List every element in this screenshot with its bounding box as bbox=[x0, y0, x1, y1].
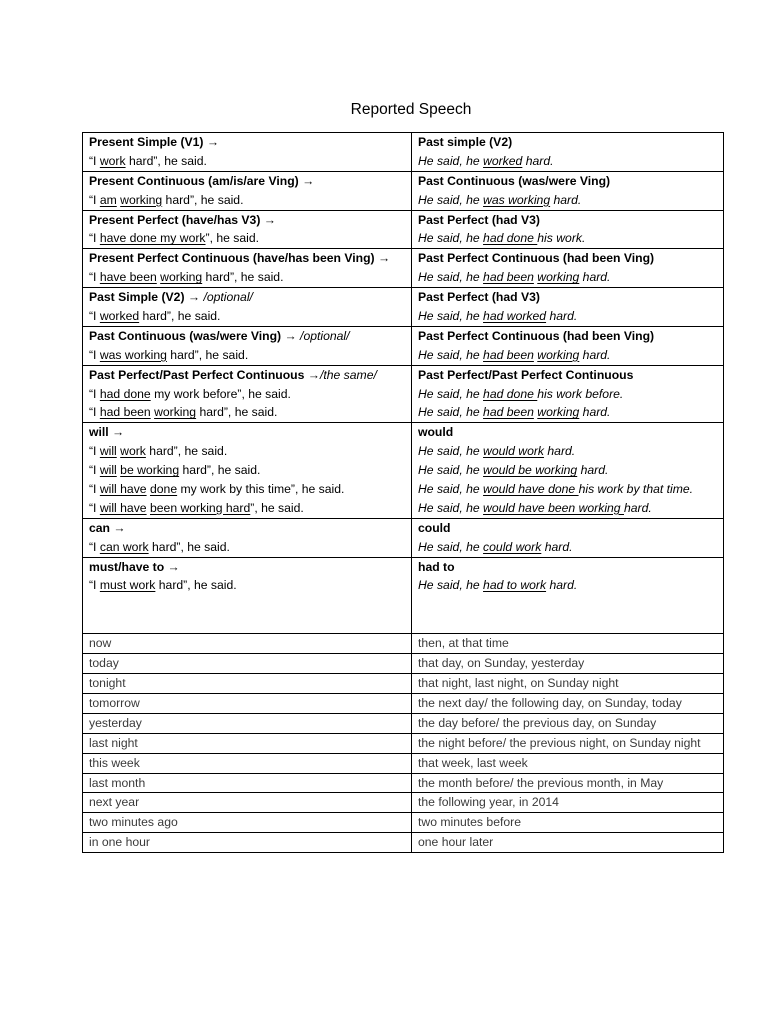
time-direct: last night bbox=[83, 733, 412, 753]
text-segment: hard. bbox=[577, 463, 609, 478]
underlined-verb: working bbox=[160, 270, 203, 285]
reported-speech-cell bbox=[412, 133, 724, 172]
tense-name: can → bbox=[89, 520, 126, 535]
time-reported: the month before/ the previous month, in May bbox=[412, 773, 724, 793]
text-segment: hard. bbox=[623, 500, 652, 515]
time-direct: last month bbox=[83, 773, 412, 793]
example-line bbox=[418, 268, 717, 287]
text-segment: He said, he bbox=[418, 270, 484, 285]
text-segment: He said, he bbox=[418, 231, 484, 246]
underlined-verb: can work bbox=[99, 539, 149, 554]
tense-row bbox=[83, 210, 724, 249]
example-line bbox=[89, 403, 405, 422]
time-direct: two minutes ago bbox=[83, 813, 412, 833]
text-segment: his work. bbox=[537, 231, 586, 246]
direct-tense-heading bbox=[89, 423, 405, 442]
reported-speech-table bbox=[82, 132, 724, 853]
text-segment: ”, he said. bbox=[250, 500, 304, 515]
underlined-verb: had been bbox=[99, 405, 151, 420]
time-reported: the day before/ the previous day, on Sunday bbox=[412, 713, 724, 733]
tense-name: Past Perfect/Past Perfect Continuous → bbox=[89, 367, 320, 382]
optional-note: /optional/ bbox=[200, 290, 253, 305]
text-segment: his work by that time. bbox=[578, 482, 694, 497]
time-direct: yesterday bbox=[83, 713, 412, 733]
text-segment: He said, he bbox=[418, 463, 484, 478]
text-segment: hard”, he said. bbox=[125, 153, 207, 168]
underlined-verb: would have done bbox=[483, 482, 579, 497]
underlined-verb: had been bbox=[483, 347, 534, 362]
text-segment: He said, he bbox=[418, 386, 484, 401]
direct-tense-heading bbox=[89, 249, 405, 268]
direct-tense-heading bbox=[89, 519, 405, 538]
tense-name: Present Perfect Continuous (have/has been Ving) → bbox=[89, 251, 391, 266]
optional-note: /optional/ bbox=[296, 328, 350, 343]
example-line bbox=[89, 152, 405, 171]
tense-row bbox=[83, 249, 724, 288]
underlined-verb: work bbox=[99, 153, 126, 168]
underlined-verb: done bbox=[149, 482, 178, 497]
tense-row bbox=[83, 133, 724, 172]
direct-speech-cell bbox=[83, 288, 412, 327]
tense-name: will → bbox=[89, 425, 125, 440]
tense-row bbox=[83, 365, 724, 423]
time-reported: then, at that time bbox=[412, 634, 724, 654]
time-direct: next year bbox=[83, 793, 412, 813]
reported-speech-cell bbox=[412, 171, 724, 210]
example-line bbox=[418, 461, 717, 480]
direct-speech-cell bbox=[83, 249, 412, 288]
direct-tense-heading bbox=[89, 211, 405, 230]
reported-speech-cell bbox=[412, 210, 724, 249]
underlined-verb: had worked bbox=[483, 309, 547, 324]
underlined-verb: must work bbox=[99, 578, 156, 593]
text-segment: hard”, he said. bbox=[166, 347, 249, 362]
underlined-verb: will bbox=[99, 444, 117, 459]
tense-rows bbox=[83, 133, 724, 634]
text-segment: He said, he bbox=[418, 539, 484, 554]
text-segment: He said, he bbox=[418, 309, 484, 324]
example-line bbox=[89, 480, 405, 499]
text-segment: He said, he bbox=[418, 482, 484, 497]
text-segment: hard”, he said. bbox=[139, 309, 221, 324]
example-line bbox=[89, 576, 405, 595]
direct-speech-cell bbox=[83, 557, 412, 634]
text-segment: hard. bbox=[550, 192, 582, 207]
reported-tense-heading: had to bbox=[418, 559, 455, 574]
text-segment: He said, he bbox=[418, 444, 484, 459]
blank-line bbox=[89, 595, 405, 614]
text-segment: hard. bbox=[546, 578, 578, 593]
underlined-verb: worked bbox=[99, 309, 140, 324]
underlined-verb: would have been working bbox=[483, 500, 624, 515]
text-segment: hard”, he said. bbox=[148, 539, 230, 554]
underlined-verb: had to work bbox=[483, 578, 547, 593]
underlined-verb: had done bbox=[483, 386, 538, 401]
direct-tense-heading bbox=[89, 172, 405, 191]
text-segment: “I bbox=[89, 463, 100, 478]
underlined-verb: would work bbox=[483, 444, 545, 459]
example-line bbox=[418, 229, 717, 248]
example-line bbox=[418, 346, 717, 365]
tense-row bbox=[83, 518, 724, 557]
underlined-verb: would be working bbox=[483, 463, 578, 478]
time-row bbox=[83, 833, 724, 853]
text-segment: his work before. bbox=[537, 386, 624, 401]
underlined-verb: was working bbox=[99, 347, 167, 362]
time-reported: that week, last week bbox=[412, 753, 724, 773]
text-segment: “I bbox=[89, 444, 100, 459]
reported-speech-cell bbox=[412, 365, 724, 423]
text-segment: ”, he said. bbox=[205, 231, 260, 246]
example-line bbox=[89, 499, 405, 518]
time-row bbox=[83, 753, 724, 773]
direct-tense-heading bbox=[89, 288, 405, 307]
reported-speech-cell bbox=[412, 518, 724, 557]
text-segment: He said, he bbox=[418, 192, 484, 207]
text-segment: my work by this time”, he said. bbox=[177, 482, 345, 497]
reported-speech-cell bbox=[412, 288, 724, 327]
direct-tense-heading bbox=[89, 327, 405, 346]
underlined-verb: be working bbox=[120, 463, 180, 478]
time-row bbox=[83, 813, 724, 833]
example-line bbox=[89, 191, 405, 210]
time-direct: today bbox=[83, 654, 412, 674]
text-segment: my work before”, he said. bbox=[150, 386, 291, 401]
underlined-verb: working bbox=[154, 405, 197, 420]
document-title: Reported Speech bbox=[350, 101, 472, 118]
text-segment: hard. bbox=[546, 309, 578, 324]
direct-speech-cell bbox=[83, 518, 412, 557]
tense-name: Present Continuous (am/is/are Ving) → bbox=[89, 173, 315, 188]
time-direct: tonight bbox=[83, 673, 412, 693]
text-segment: hard. bbox=[522, 153, 554, 168]
reported-speech-cell bbox=[412, 423, 724, 518]
time-reported: two minutes before bbox=[412, 813, 724, 833]
example-line bbox=[89, 461, 405, 480]
text-segment: hard. bbox=[544, 444, 576, 459]
text-segment: “I bbox=[89, 482, 100, 497]
direct-speech-cell bbox=[83, 365, 412, 423]
text-segment: “I bbox=[89, 270, 100, 285]
underlined-verb: am bbox=[99, 192, 117, 207]
example-line bbox=[418, 385, 717, 404]
underlined-verb: had done bbox=[483, 231, 538, 246]
direct-speech-cell bbox=[83, 133, 412, 172]
text-segment: hard. bbox=[579, 347, 611, 362]
text-segment: He said, he bbox=[418, 405, 484, 420]
time-row bbox=[83, 693, 724, 713]
text-segment: hard”, he said. bbox=[155, 578, 237, 593]
example-line bbox=[89, 229, 405, 248]
direct-tense-heading bbox=[89, 366, 405, 385]
direct-speech-cell bbox=[83, 210, 412, 249]
time-row bbox=[83, 793, 724, 813]
reported-tense-heading: Past simple (V2) bbox=[418, 135, 513, 149]
reported-speech-cell bbox=[412, 557, 724, 634]
text-segment: hard”, he said. bbox=[196, 405, 278, 420]
example-line bbox=[89, 268, 405, 287]
reported-tense-heading: Past Perfect Continuous (had been Ving) bbox=[418, 251, 655, 266]
time-reported: the next day/ the following day, on Sunday, today bbox=[412, 693, 724, 713]
example-line bbox=[418, 442, 717, 461]
text-segment: He said, he bbox=[418, 153, 484, 168]
tense-row bbox=[83, 423, 724, 518]
underlined-verb: working bbox=[537, 347, 580, 362]
time-reported: that night, last night, on Sunday night bbox=[412, 673, 724, 693]
time-direct: in one hour bbox=[83, 833, 412, 853]
tense-row bbox=[83, 326, 724, 365]
text-segment: hard”, he said. bbox=[162, 192, 244, 207]
underlined-verb: will bbox=[99, 463, 117, 478]
direct-speech-cell bbox=[83, 326, 412, 365]
reported-tense-heading: could bbox=[418, 520, 451, 535]
time-row bbox=[83, 654, 724, 674]
underlined-verb: was working bbox=[483, 192, 551, 207]
example-line bbox=[89, 538, 405, 557]
example-line bbox=[418, 152, 717, 171]
direct-tense-heading bbox=[89, 133, 405, 152]
example-line bbox=[89, 442, 405, 461]
reported-tense-heading: Past Perfect (had V3) bbox=[418, 212, 540, 227]
underlined-verb: worked bbox=[483, 153, 523, 168]
reported-speech-cell bbox=[412, 249, 724, 288]
direct-speech-cell bbox=[83, 171, 412, 210]
example-line bbox=[418, 538, 717, 557]
text-segment: “I bbox=[89, 347, 100, 362]
time-row bbox=[83, 773, 724, 793]
example-line bbox=[418, 499, 717, 518]
time-direct: tomorrow bbox=[83, 693, 412, 713]
direct-tense-heading bbox=[89, 558, 405, 577]
tense-row bbox=[83, 171, 724, 210]
tense-row bbox=[83, 557, 724, 634]
underlined-verb: had been bbox=[483, 270, 534, 285]
example-line bbox=[89, 307, 405, 326]
underlined-verb: could work bbox=[483, 539, 542, 554]
example-line bbox=[418, 191, 717, 210]
reported-tense-heading: Past Perfect Continuous (had been Ving) bbox=[418, 328, 655, 343]
underlined-verb: working bbox=[537, 405, 580, 420]
time-reported: one hour later bbox=[412, 833, 724, 853]
tense-name: must/have to → bbox=[89, 559, 180, 574]
text-segment: hard. bbox=[541, 539, 573, 554]
example-line bbox=[418, 307, 717, 326]
reported-tense-heading: Past Perfect/Past Perfect Continuous bbox=[418, 367, 634, 382]
underlined-verb: have been bbox=[99, 270, 157, 285]
text-segment: “I bbox=[89, 500, 100, 515]
underlined-verb: will have bbox=[99, 482, 147, 497]
tense-name: Past Simple (V2) → bbox=[89, 290, 201, 305]
tense-name: Present Simple (V1) → bbox=[89, 135, 220, 149]
tense-name: Past Continuous (was/were Ving) → bbox=[89, 328, 297, 343]
underlined-verb: work bbox=[120, 444, 146, 459]
text-segment: He said, he bbox=[418, 500, 484, 515]
example-line bbox=[89, 346, 405, 365]
time-direct: this week bbox=[83, 753, 412, 773]
text-segment: “I bbox=[89, 386, 100, 401]
time-expression-rows bbox=[83, 634, 724, 853]
underlined-verb: had done bbox=[99, 386, 151, 401]
underlined-verb: been working hard bbox=[149, 500, 251, 515]
text-segment: “I bbox=[89, 309, 100, 324]
optional-note: /the same/ bbox=[319, 367, 377, 382]
text-segment: “I bbox=[89, 192, 100, 207]
time-reported: the following year, in 2014 bbox=[412, 793, 724, 813]
reported-speech-cell bbox=[412, 326, 724, 365]
time-reported: that day, on Sunday, yesterday bbox=[412, 654, 724, 674]
text-segment: hard”, he said. bbox=[202, 270, 284, 285]
text-segment: “I bbox=[89, 405, 100, 420]
text-segment: He said, he bbox=[418, 578, 484, 593]
underlined-verb: working bbox=[120, 192, 163, 207]
reported-tense-heading: Past Perfect (had V3) bbox=[418, 290, 540, 305]
reported-tense-heading: Past Continuous (was/were Ving) bbox=[418, 173, 611, 188]
text-segment: “I bbox=[89, 578, 100, 593]
text-segment: hard. bbox=[579, 270, 611, 285]
example-line bbox=[418, 403, 717, 422]
time-row bbox=[83, 673, 724, 693]
text-segment: “I bbox=[89, 231, 100, 246]
direct-speech-cell bbox=[83, 423, 412, 518]
text-segment: “I bbox=[89, 539, 100, 554]
example-line bbox=[89, 385, 405, 404]
time-row bbox=[83, 713, 724, 733]
tense-name: Present Perfect (have/has V3) → bbox=[89, 212, 276, 227]
underlined-verb: had been bbox=[483, 405, 534, 420]
time-reported: the night before/ the previous night, on Sunday night bbox=[412, 733, 724, 753]
text-segment: hard. bbox=[579, 405, 611, 420]
tense-row bbox=[83, 288, 724, 327]
underlined-verb: working bbox=[537, 270, 580, 285]
example-line bbox=[418, 576, 717, 595]
example-line bbox=[418, 480, 717, 499]
text-segment: “I bbox=[89, 153, 100, 168]
time-row bbox=[83, 634, 724, 654]
text-segment: hard”, he said. bbox=[179, 463, 261, 478]
blank-line bbox=[89, 614, 405, 633]
time-direct: now bbox=[83, 634, 412, 654]
underlined-verb: have done my work bbox=[99, 231, 206, 246]
reported-tense-heading: would bbox=[418, 425, 454, 440]
text-segment: He said, he bbox=[418, 347, 484, 362]
text-segment: hard”, he said. bbox=[145, 444, 228, 459]
underlined-verb: will have bbox=[99, 500, 147, 515]
time-row bbox=[83, 733, 724, 753]
